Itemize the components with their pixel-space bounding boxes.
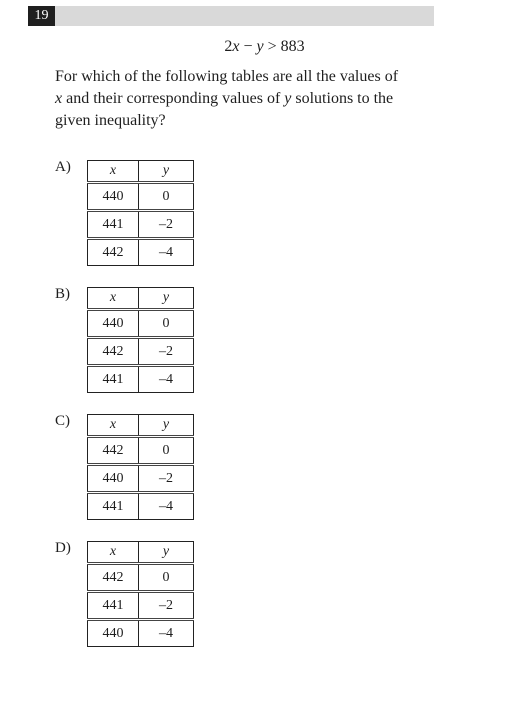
value-table [87,541,194,647]
cell-x: 441 [88,366,139,393]
cell-y: –4 [139,239,194,266]
choice-a[interactable] [55,160,215,270]
choice-c[interactable] [55,414,215,524]
header-y: y [139,288,194,310]
cell-y: 0 [139,437,194,465]
cell-y: –2 [139,338,194,366]
cell-y: –2 [139,211,194,239]
table-row [88,592,194,620]
cell-y: –2 [139,592,194,620]
header-y: y [139,542,194,564]
inequality-y: y [256,38,264,55]
header-x: x [88,288,139,310]
cell-x: 442 [88,437,139,465]
inequality-x: x [232,38,240,55]
cell-y: –4 [139,620,194,647]
prompt-line-1: For which of the following tables are all the values of [55,68,399,85]
cell-x: 442 [88,239,139,266]
choice-letter: D) [55,540,71,556]
header-y: y [139,415,194,437]
choice-d[interactable] [55,541,215,651]
value-table [87,414,194,520]
inequality [0,37,519,57]
cell-y: 0 [139,183,194,211]
header-x: x [88,161,139,183]
value-table [87,287,194,393]
choice-letter: A) [55,159,71,175]
choice-b[interactable] [55,287,215,397]
value-table [87,160,194,266]
prompt-line-2 [55,88,445,110]
cell-x: 441 [88,211,139,239]
table-header-row [88,415,194,437]
table-header-row [88,161,194,183]
table-row [88,239,194,266]
cell-x: 440 [88,465,139,493]
table-row [88,620,194,647]
cell-x: 442 [88,338,139,366]
cell-y: –4 [139,366,194,393]
table-row [88,338,194,366]
question-number: 19 [28,6,55,26]
table-row [88,183,194,211]
choice-letter: B) [55,286,70,302]
cell-y: –2 [139,465,194,493]
cell-y: 0 [139,564,194,592]
table-row [88,493,194,520]
prompt-line-2-end: solutions to the [291,90,394,107]
inequality-rest: > 883 [263,38,305,55]
prompt-var-x: x [55,90,63,107]
table-row [88,310,194,338]
inequality-coefficient: 2 [224,38,233,55]
cell-x: 441 [88,493,139,520]
table-row [88,465,194,493]
header-x: x [88,542,139,564]
question-prompt [55,66,445,132]
choice-letter: C) [55,413,70,429]
cell-x: 440 [88,183,139,211]
question-header-bar [28,6,434,26]
table-row [88,366,194,393]
cell-x: 440 [88,310,139,338]
table-row [88,211,194,239]
cell-x: 440 [88,620,139,647]
cell-x: 441 [88,592,139,620]
cell-y: –4 [139,493,194,520]
table-row [88,437,194,465]
prompt-var-y: y [284,90,292,107]
prompt-line-3: given inequality? [55,112,166,129]
table-header-row [88,288,194,310]
cell-y: 0 [139,310,194,338]
header-x: x [88,415,139,437]
header-y: y [139,161,194,183]
table-row [88,564,194,592]
inequality-minus: − [239,38,257,55]
cell-x: 442 [88,564,139,592]
prompt-line-2-text: and their corresponding values of [62,90,285,107]
table-header-row [88,542,194,564]
